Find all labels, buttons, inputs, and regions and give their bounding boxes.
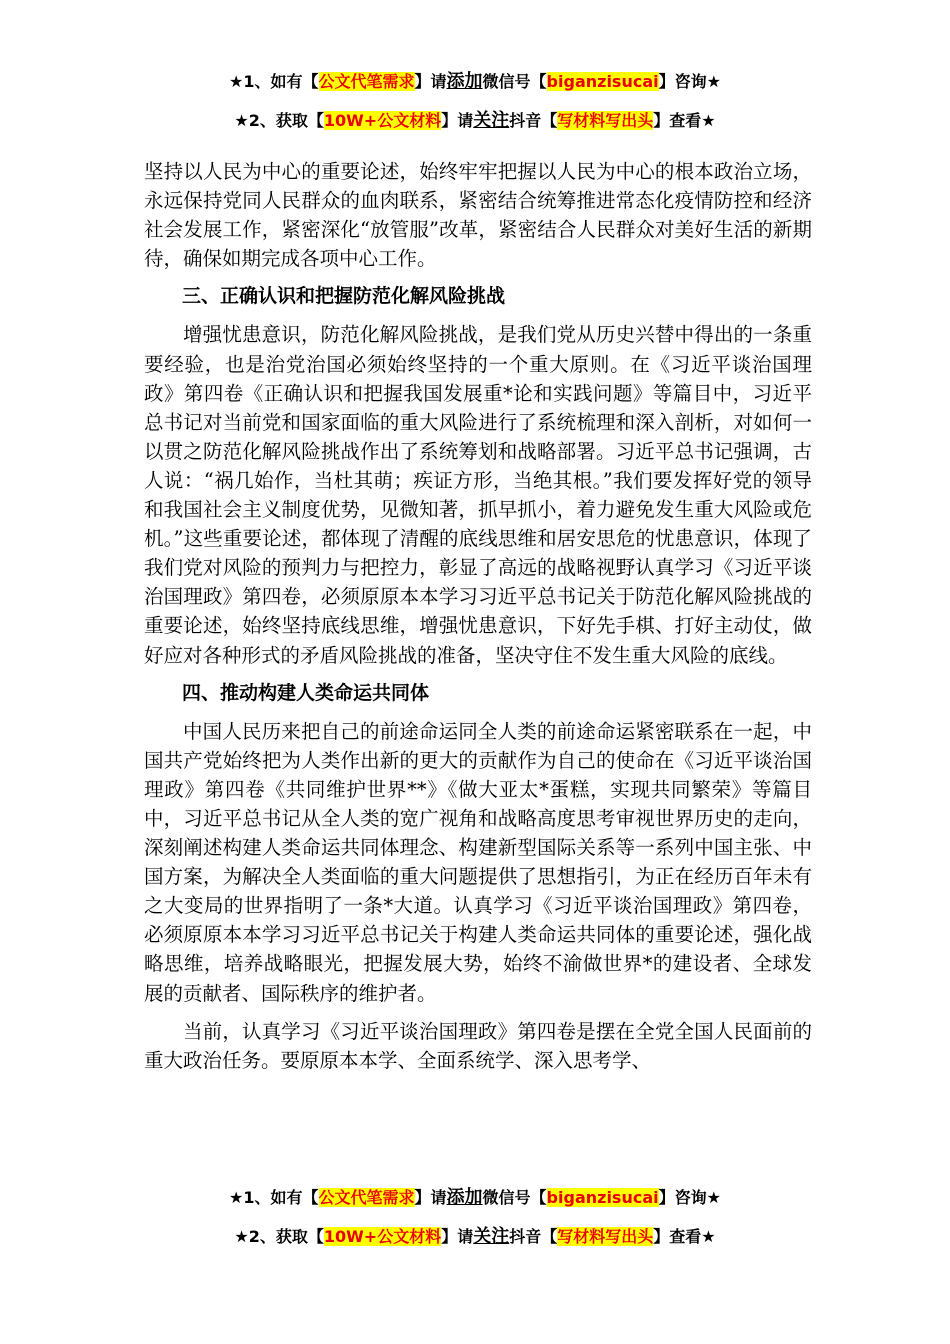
banner-text: 】请 <box>441 111 474 130</box>
emphasis-text: 添加 <box>446 71 483 92</box>
wechat-id-text: biganzisucai <box>546 72 659 91</box>
banner-text: 】咨询★ <box>658 1188 721 1207</box>
banner-text: 】查看★ <box>653 111 716 130</box>
wechat-id-text: biganzisucai <box>546 1188 659 1207</box>
banner-text: ★2、获取【 <box>234 111 324 130</box>
section-heading-4: 四、推动构建人类命运共同体 <box>182 681 430 704</box>
banner-text: ★1、如有【 <box>229 72 319 91</box>
highlight-text: 公文代笔需求 <box>318 1188 415 1207</box>
douyin-id-text: 写材料写出头 <box>557 111 654 130</box>
paragraph-community: 中国人民历来把自己的前途命运同全人类的前途命运紧密联系在一起，中国共产党始终把为人类作出新的更大的贡献作为自己的使命在《习近平谈治国理政》第四卷《共同维护世界**》《做大亚太*蛋糕，实现共同繁荣》等篇目中，习近平总书记从全人类的宽广视角和战略高度思考审视世界历史的走向，深刻阐述构建人类命运共同体理念、构建新型国际关系等一系列中国主张、中国方案，为解决全人类面临的重大问题提供了思想指引，为正在经历百年未有之大变局的世界指明了一条*大道。认真学习《习近平谈治国理政》第四卷，必须原原本本学习习近平总书记关于构建人类命运共同体的重要论述，强化战略思维，培养战略眼光，把握发展大势，始终不渝做世界*的建设者、全球发展的贡献者、国际秩序的维护者。 <box>144 719 812 1005</box>
paragraph-continued: 坚持以人民为中心的重要论述，始终牢牢把握以人民为中心的根本政治立场，永远保持党同人民群众的血肉联系，紧密结合统筹推进常态化疫情防控和经济社会发展工作，紧密深化“放管服”改革，紧密结合人民群众对美好生活的新期待，确保如期完成各项中心工作。 <box>144 160 812 271</box>
header-banner-line-1 <box>0 71 950 93</box>
banner-text: 】请 <box>414 72 447 91</box>
highlight-text: 10W+公文材料 <box>323 111 442 130</box>
paragraph-conclusion: 当前，认真学习《习近平谈治国理政》第四卷是摆在全党全国人民面前的重大政治任务。要原原本本学、全面系统学、深入思考学、 <box>144 1019 812 1072</box>
banner-text: 抖音【 <box>509 1227 558 1246</box>
footer-banner-line-2 <box>0 1226 950 1248</box>
emphasis-text: 添加 <box>446 1187 483 1208</box>
douyin-id-text: 写材料写出头 <box>557 1227 654 1246</box>
banner-text: 微信号【 <box>482 1188 547 1207</box>
banner-text: 】请 <box>414 1188 447 1207</box>
section-heading-3: 三、正确认识和把握防范化解风险挑战 <box>182 285 506 308</box>
emphasis-text: 关注 <box>473 110 510 131</box>
banner-text: 】咨询★ <box>658 72 721 91</box>
highlight-text: 10W+公文材料 <box>323 1227 442 1246</box>
header-banner-line-2 <box>0 110 950 132</box>
emphasis-text: 关注 <box>473 1226 510 1247</box>
banner-text: 抖音【 <box>509 111 558 130</box>
highlight-text: 公文代笔需求 <box>318 72 415 91</box>
paragraph-risk: 增强忧患意识，防范化解风险挑战，是我们党从历史兴替中得出的一条重要经验，也是治党治国必须始终坚持的一个重大原则。在《习近平谈治国理政》第四卷《正确认识和把握我国发展重*论和实践问题》等篇目中，习近平总书记对当前党和国家面临的重大风险进行了系统梳理和深入剖析，对如何一以贯之防范化解风险挑战作出了系统筹划和战略部署。习近平总书记强调，古人说：“祸几始作，当杜其萌；疾证方形，当绝其根。”我们要发挥好党的领导和我国社会主义制度优势，见微知著，抓早抓小，着力避免发生重大风险或危机。”这些重要论述，都体现了清醒的底线思维和居安思危的忧患意识，体现了我们党对风险的预判力与把控力，彰显了高远的战略视野认真学习《习近平谈治国理政》第四卷，必须原原本本学习习近平总书记关于防范化解风险挑战的重要论述，始终坚持底线思维，增强忧患意识，下好先手棋、打好主动仗，做好应对各种形式的矛盾风险挑战的准备，坚决守住不发生重大风险的底线。 <box>144 323 812 667</box>
banner-text: 】请 <box>441 1227 474 1246</box>
banner-text: ★2、获取【 <box>234 1227 324 1246</box>
banner-text: 微信号【 <box>482 72 547 91</box>
banner-text: 】查看★ <box>653 1227 716 1246</box>
document-body <box>144 157 812 1084</box>
footer-banner-line-1 <box>0 1187 950 1209</box>
banner-text: ★1、如有【 <box>229 1188 319 1207</box>
